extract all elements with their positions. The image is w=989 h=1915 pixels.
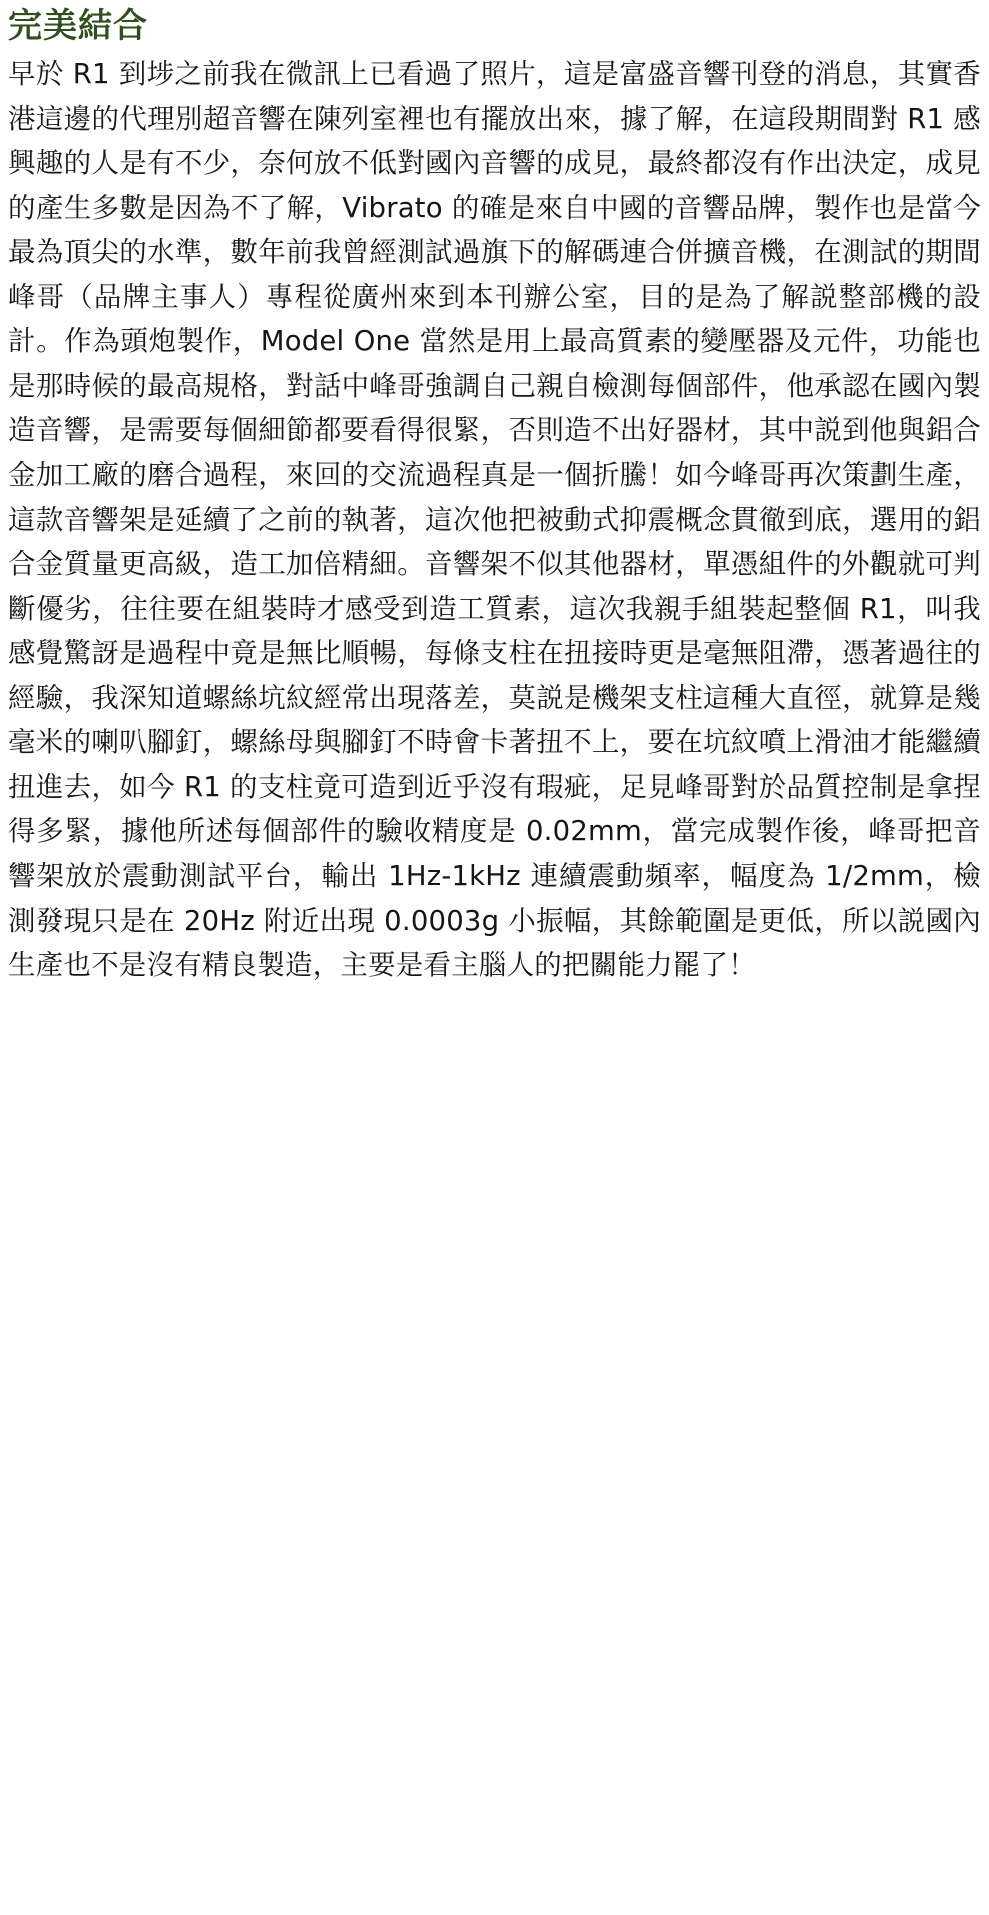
page-title: 完美結合 (8, 6, 148, 46)
article-body-text: 早於 R1 到埗之前我在微訊上已看過了照片，這是富盛音響刊登的消息，其實香港這邊的代理別超音響在陳列室裡也有擺放出來，據了解，在這段期間對 R1 感興趣的人是有不少，奈何放不低對國內音響的成見，最終都沒有作出決定，成見的產生多數是因為不了解，Vibrato 的確是來自中國的音響品牌，製作也是當今最為頂尖的水準，數年前我曾經測試過旗下的解碼連合併擴音機，在測試的期間峰哥（品牌主事人）專程從廣州來到本刊辦公室，目的是為了解説整部機的設計。作為頭炮製作，Model One 當然是用上最高質素的變壓器及元件，功能也是那時候的最高規格，對話中峰哥強調自己親自檢測每個部件，他承認在國內製造音響，是需要每個細節都要看得很緊，否則造不出好器材，其中説到他與鋁合金加工廠的磨合過程，來回的交流過程真是一個折騰！如今峰哥再次策劃生產，這款音響架是延續了之前的執著，這次他把被動式抑震概念貫徹到底，選用的鋁合金質量更高級，造工加倍精細。音響架不似其他器材，單憑組件的外觀就可判斷優劣，往往要在組裝時才感受到造工質素，這次我親手組裝起整個 R1，叫我感覺驚訝是過程中竟是無比順暢，每條支柱在扭接時更是毫無阻滯，憑著過往的經驗，我深知道螺絲坑紋經常出現落差，莫説是機架支柱這種大直徑，就算是幾毫米的喇叭腳釘，螺絲母與腳釘不時會卡著扭不上，要在坑紋噴上滑油才能繼續扭進去，如今 R1 的支柱竟可造到近乎沒有瑕疵，足見峰哥對於品質控制是拿捏得多緊，據他所述每個部件的驗收精度是 0.02mm，當完成製作後，峰哥把音響架放於震動測試平台，輸出 1Hz-1kHz 連續震動頻率，幅度為 1/2mm，檢測發現只是在 20Hz 附近出現 0.0003g 小振幅，其餘範圍是更低，所以説國內生產也不是沒有精良製造，主要是看主腦人的把關能力罷了！ (8, 58, 981, 982)
